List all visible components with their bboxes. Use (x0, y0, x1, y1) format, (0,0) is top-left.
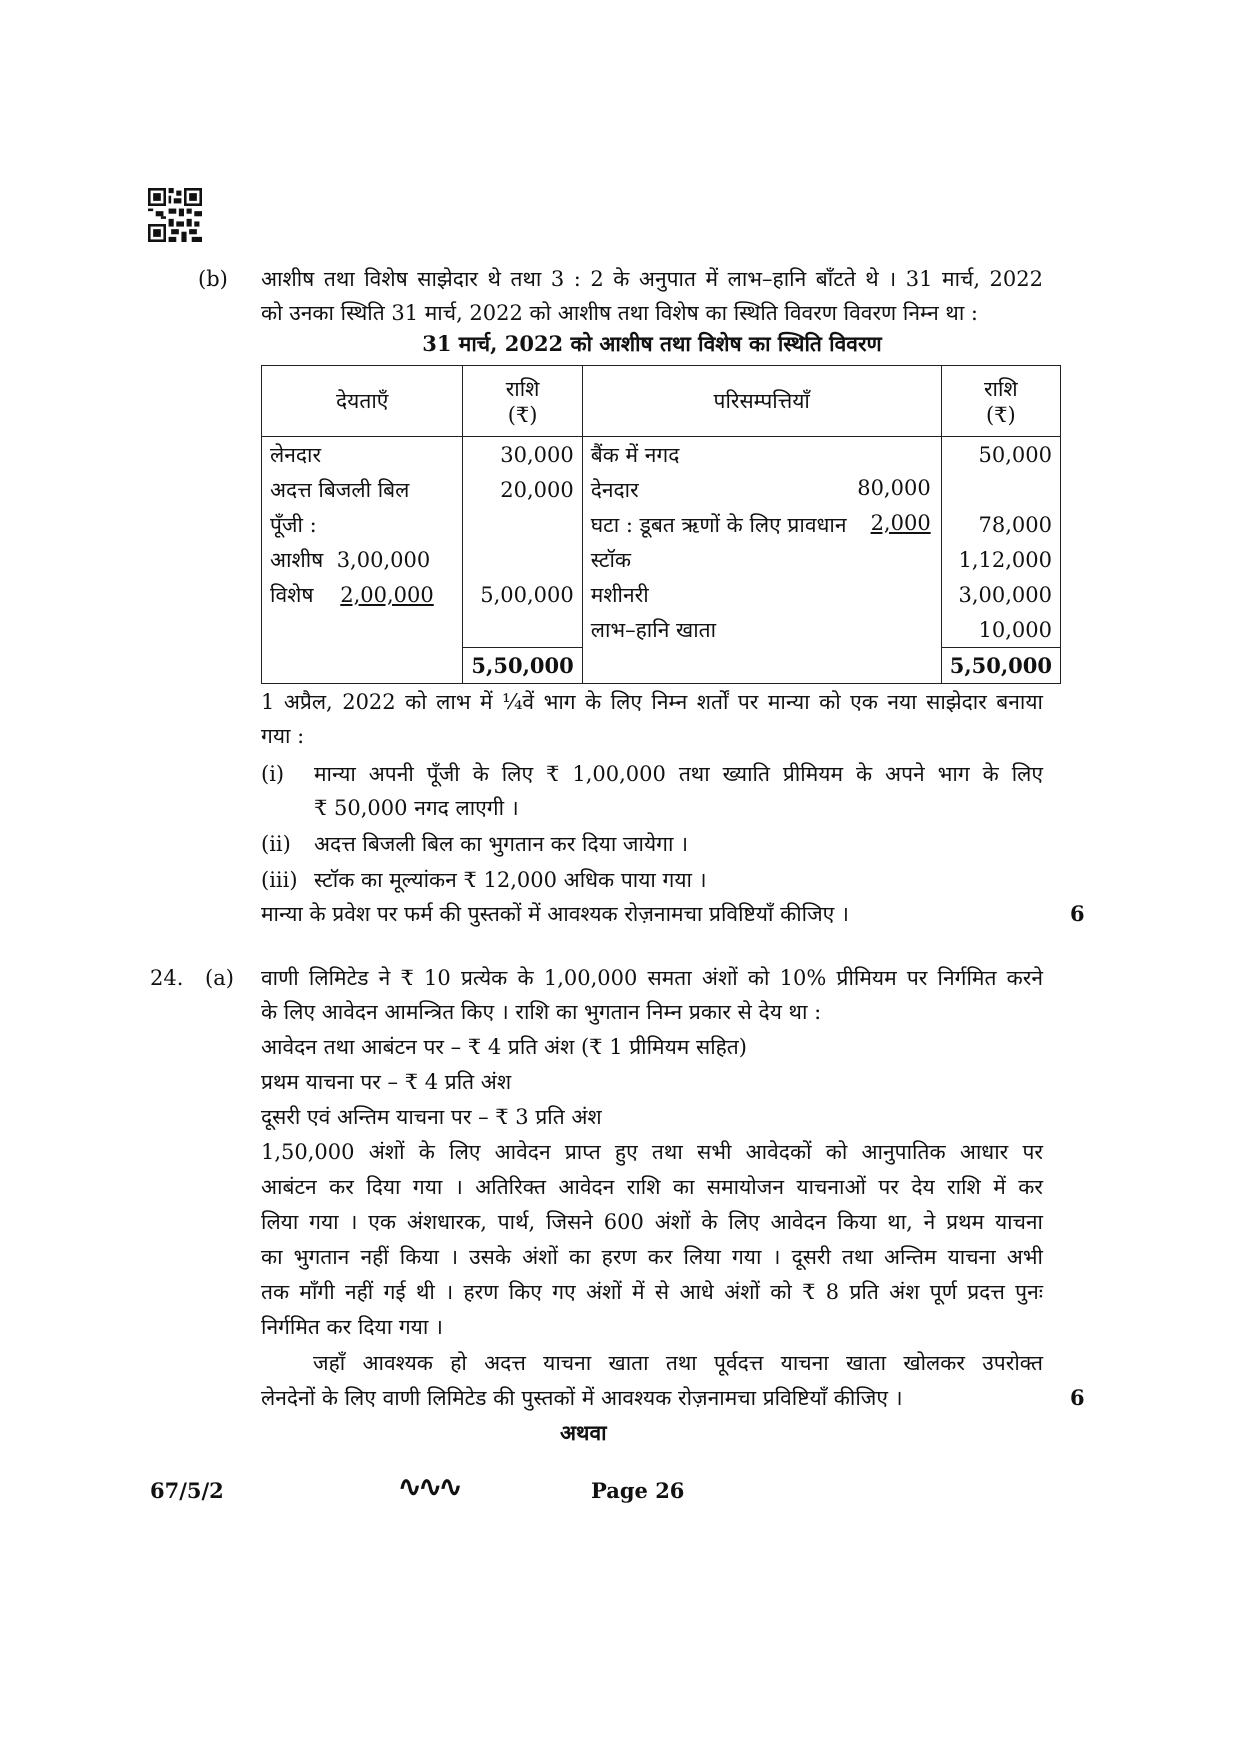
asset-name: देनदार 80,000 (582, 472, 941, 507)
or-divider: अथवा (560, 1420, 607, 1445)
liability-amount: 20,000 (463, 472, 582, 507)
list-item-text: मान्या अपनी पूँजी के लिए ₹ 1,00,000 तथा ख्याति प्रीमियम के अपने भाग के लिए (314, 762, 1043, 786)
intro-line-2: को उनका स्थिति 31 मार्च, 2022 को आशीष तथा विशेष का स्थिति विवरण विवरण निम्न था : (261, 301, 979, 325)
body-line: आबंटन कर दिया गया । अतिरिक्त आवेदन राशि का समायोजन याचनाओं पर देय राशि में कर (261, 1175, 1043, 1199)
body-line: लिया गया । एक अंशधारक, पार्थ, जिसने 600 अंशों के लिए आवेदन किया था, ने प्रथम याचना (261, 1210, 1043, 1234)
instruction-line-1: जहाँ आवश्यक हो अदत्त याचना खाता तथा पूर्वदत्त याचना खाता खोलकर उपरोक्त (313, 1351, 1043, 1375)
asset-name: घटा : डूबत ऋणों के लिए प्रावधान 2,000 (582, 507, 941, 542)
instruction-line-2: लेनदेनों के लिए वाणी लिमिटेड की पुस्तकों में आवश्यक रोज़नामचा प्रविष्टियाँ कीजिए । (261, 1386, 903, 1410)
liability-name: लेनदार (262, 437, 463, 473)
list-item-text: स्टॉक का मूल्यांकन ₹ 12,000 अधिक पाया गया । (314, 868, 707, 892)
question-number: 24. (150, 966, 184, 990)
admission-line-2: गया : (261, 724, 305, 748)
part-label: (a) (205, 966, 234, 990)
total-assets: 5,50,000 (941, 648, 1060, 684)
table-total-row (262, 648, 1061, 684)
liability-amount: 5,00,000 (463, 577, 582, 612)
liability-amount (463, 542, 582, 577)
page-number: Page 26 (591, 1478, 685, 1503)
liability-amount: 30,000 (463, 437, 582, 473)
header-liabilities: देयताएँ (262, 366, 463, 437)
liability-name: आशीष 3,00,000 (262, 542, 463, 577)
asset-name: मशीनरी (582, 577, 941, 612)
asset-amount: 3,00,000 (941, 577, 1060, 612)
asset-name: स्टॉक (582, 542, 941, 577)
asset-name: लाभ–हानि खाता (582, 612, 941, 648)
q24-line-2: के लिए आवेदन आमन्त्रित किए । राशि का भुगतान निम्न प्रकार से देय था : (261, 1000, 822, 1024)
list-item-text: अदत्त बिजली बिल का भुगतान कर दिया जायेगा । (314, 832, 689, 856)
wave-icon: ∿∿∿ (398, 1470, 460, 1503)
liability-amount (463, 507, 582, 542)
liability-name: पूँजी : (262, 507, 463, 542)
paper-code: 67/5/2 (150, 1478, 224, 1503)
list-item-label: (ii) (261, 832, 291, 856)
call-line: प्रथम याचना पर – ₹ 4 प्रति अंश (261, 1070, 512, 1094)
asset-amount (941, 472, 1060, 507)
list-item-label: (iii) (261, 868, 298, 892)
asset-amount: 78,000 (941, 507, 1060, 542)
part-label: (b) (198, 267, 228, 291)
body-line: 1,50,000 अंशों के लिए आवेदन प्राप्त हुए तथा सभी आवेदकों को आनुपातिक आधार पर (261, 1140, 1043, 1164)
balance-sheet-table (261, 365, 1061, 684)
liability-name: अदत्त बिजली बिल (262, 472, 463, 507)
header-amount: राशि (₹) (941, 366, 1060, 437)
total-liabilities: 5,50,000 (463, 648, 582, 684)
call-line: आवेदन तथा आबंटन पर – ₹ 4 प्रति अंश (₹ 1 प्रीमियम सहित) (261, 1035, 747, 1059)
liability-name (262, 612, 463, 648)
asset-amount: 1,12,000 (941, 542, 1060, 577)
table-row (262, 472, 1061, 507)
body-line: तक माँगी नहीं गई थी । हरण किए गए अंशों में से आधे अंशों को ₹ 8 प्रति अंश पूर्ण प्रदत्त पुनः (261, 1280, 1043, 1304)
marks: 6 (1070, 1385, 1085, 1410)
call-line: दूसरी एवं अन्तिम याचना पर – ₹ 3 प्रति अंश (261, 1105, 602, 1129)
qr-code-icon (148, 188, 202, 242)
q24-line-1: वाणी लिमिटेड ने ₹ 10 प्रत्येक के 1,00,000 समता अंशों को 10% प्रीमियम पर निर्गमित करने (261, 966, 1043, 990)
list-item-label: (i) (261, 762, 285, 786)
table-row (262, 507, 1061, 542)
list-item-text: ₹ 50,000 नगद लाएगी । (314, 796, 519, 820)
table-row (262, 437, 1061, 473)
admission-line-1: 1 अप्रैल, 2022 को लाभ में ¼वें भाग के लिए निम्न शर्तों पर मान्या को एक नया साझेदार बनाया (261, 690, 1043, 714)
asset-amount: 10,000 (941, 612, 1060, 648)
intro-line-1: आशीष तथा विशेष साझेदार थे तथा 3 : 2 के अनुपात में लाभ–हानि बाँटते थे । 31 मार्च, 2022 (261, 267, 1043, 291)
asset-amount: 50,000 (941, 437, 1060, 473)
liability-name: विशेष 2,00,000 (262, 577, 463, 612)
table-row (262, 577, 1061, 612)
table-title: 31 मार्च, 2022 को आशीष तथा विशेष का स्थिति विवरण (422, 331, 882, 356)
header-assets: परिसम्पत्तियाँ (582, 366, 941, 437)
body-line: का भुगतान नहीं किया । उसके अंशों का हरण कर लिया गया । दूसरी तथा अन्तिम याचना अभी (261, 1245, 1043, 1269)
liability-amount (463, 612, 582, 648)
asset-name: बैंक में नगद (582, 437, 941, 473)
table-row (262, 542, 1061, 577)
header-amount: राशि (₹) (463, 366, 582, 437)
body-line: निर्गमित कर दिया गया । (261, 1315, 443, 1339)
table-row (262, 612, 1061, 648)
marks: 6 (1070, 901, 1085, 926)
instruction-text: मान्या के प्रवेश पर फर्म की पुस्तकों में आवश्यक रोज़नामचा प्रविष्टियाँ कीजिए । (261, 902, 849, 926)
